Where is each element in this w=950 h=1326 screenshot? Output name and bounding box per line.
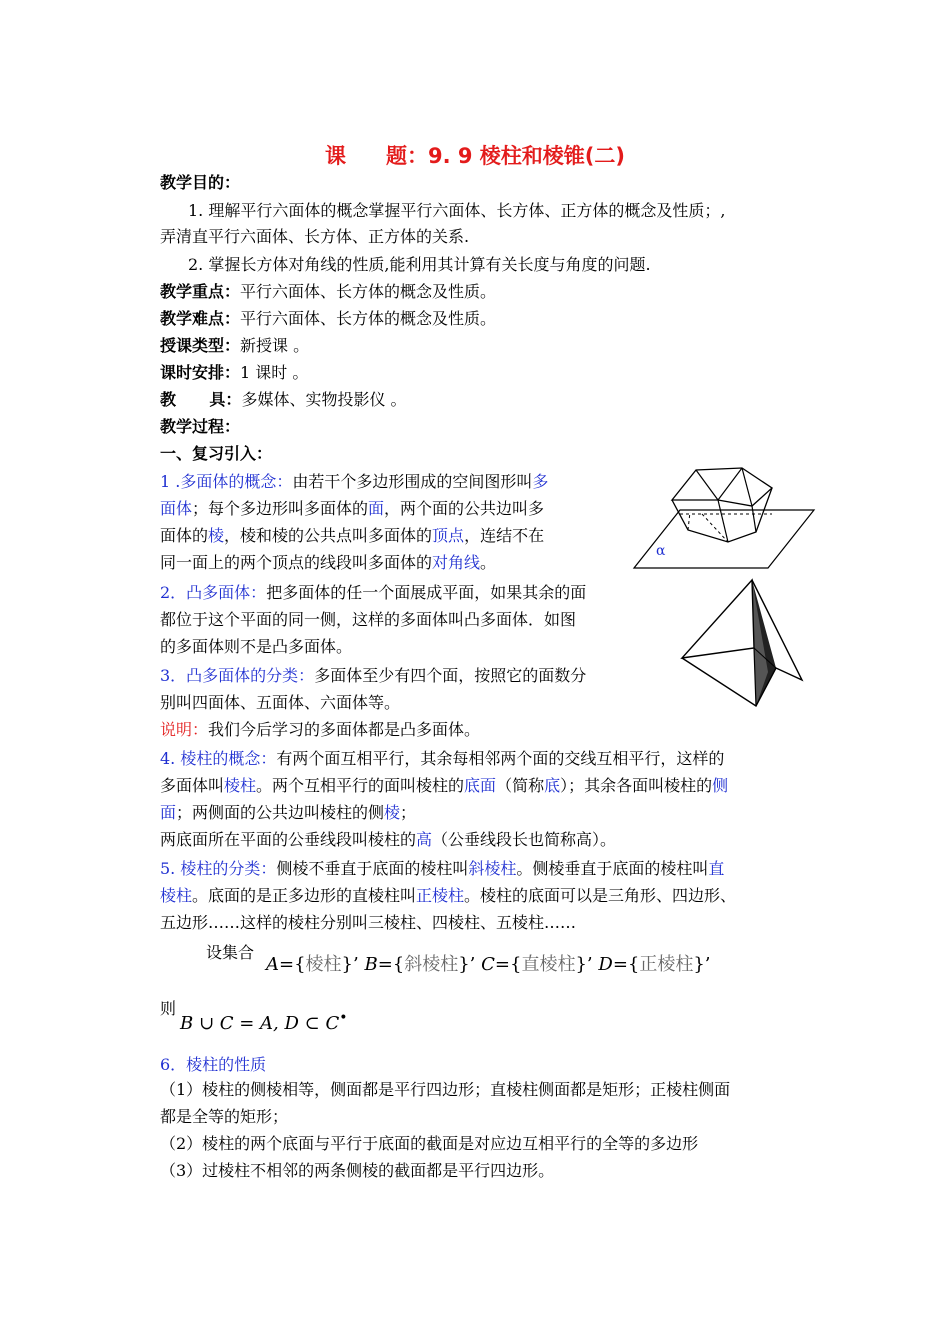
tools-label: 教 具： [160,390,242,409]
p2-line-2: 都位于这个平面的同一侧，这样的多面体叫凸多面体．如图 [160,610,577,629]
difficulty-line [160,306,496,332]
term-convex: 2．凸多面体： [160,583,267,602]
p6-item-2: （2）棱柱的两个底面与平行于底面的截面是对应边互相平行的全等的多边形 [160,1134,699,1153]
term-polyhedron: 多面体的概念： [180,472,293,491]
term-classification: 3．凸多面体的分类： [160,666,315,685]
p5-line-3: 五边形……这样的棱柱分别叫三棱柱、四棱柱、五棱柱…… [160,913,577,932]
p5-line-2: 棱柱。底面的是正多边形的直棱柱叫正棱柱。棱柱的底面可以是三角形、四边形、 [160,886,737,905]
plane-alpha-label: α [656,543,666,559]
then-label: 则 [160,999,177,1018]
p6-item-1: （1）棱柱的侧棱相等，侧面都是平行四边形；直棱柱侧面都是矩形；正棱柱侧面 [160,1080,731,1099]
p4-line-2: 多面体叫棱柱。两个互相平行的面叫棱柱的底面（简称底）；其余各面叫棱柱的侧 [160,776,729,795]
note-label: 说明： [160,720,209,739]
goal-item-1: 1. 理解平行六面体的概念掌握平行六面体、长方体、正方体的概念及性质；, [188,201,726,220]
goals-heading: 教学目的： [160,173,241,192]
p3-line-1: 3．凸多面体的分类：多面体至少有四个面，按照它的面数分 [160,666,587,685]
sets-formula: A={棱柱}’ B={斜棱柱}’ C={直棱柱}’ D={正棱柱}’ [266,954,711,975]
p2-line-3: 的多面体则不是凸多面体。 [160,637,353,656]
goal-item-1-cont: 弄清直平行六面体、长方体、正方体的关系. [160,227,470,246]
p6-item-3: （3）过棱柱不相邻的两条侧棱的截面都是平行四边形。 [160,1161,555,1180]
p4-line-1: 4. 棱柱的概念：有两个面互相平行，其余每相邻两个面的交线互相平行，这样的 [160,749,725,768]
type-label: 授课类型： [160,336,241,355]
p4-line-3: 面；两侧面的公共边叫棱柱的侧棱； [160,803,417,822]
type-value: 新授课 。 [240,336,310,355]
process-heading: 教学过程： [160,417,241,436]
focus-line [160,279,496,305]
p1-line-3: 面体的棱，棱和棱的公共点叫多面体的顶点，连结不在 [160,526,545,545]
title-part-2: 题：9. 9 棱柱和棱锥(二) [385,144,626,168]
p4-line-4: 两底面所在平面的公垂线段叫棱柱的高（公垂线段长也简称高）。 [160,830,617,849]
sets-lead: 设集合 [206,943,255,962]
hours-label: 课时安排： [160,363,241,382]
p6-item-1-cont: 都是全等的矩形； [160,1107,289,1126]
p1-line-4: 同一面上的两个顶点的线段叫多面体的对角线。 [160,553,497,572]
conclusion-formula: B ∪ C = A, D ⊂ C• [180,1010,348,1034]
hours-value: 1 课时 。 [240,363,309,382]
focus-value: 平行六面体、长方体的概念及性质。 [240,282,497,301]
tools-line [160,387,407,413]
polyhedron-on-plane-figure [632,458,818,572]
difficulty-label: 教学难点： [160,309,241,328]
goal-item-2: 2. 掌握长方体对角线的性质,能利用其计算有关长度与角度的问题. [188,255,651,274]
p3-line-2: 别叫四面体、五面体、六面体等。 [160,693,401,712]
p6-heading: 6．棱柱的性质 [160,1055,267,1074]
type-line [160,333,309,359]
term-prism: 4. 棱柱的概念： [160,749,277,768]
note-line: 说明：我们今后学习的多面体都是凸多面体。 [160,720,481,739]
page-title [0,140,950,170]
p5-line-1: 5. 棱柱的分类：侧棱不垂直于底面的棱柱叫斜棱柱。侧棱垂直于底面的棱柱叫直 [160,859,725,878]
section-1-heading: 一、复习引入： [160,444,273,463]
focus-label: 教学重点： [160,282,241,301]
title-part-1: 课 [324,144,346,168]
term-prism-class: 5. 棱柱的分类： [160,859,277,878]
p1-line-1: 1 .多面体的概念：由若干个多边形围成的空间图形叫多 [160,472,549,491]
difficulty-value: 平行六面体、长方体的概念及性质。 [240,309,497,328]
hours-line [160,360,308,386]
non-convex-polyhedron-figure [672,576,806,712]
p2-line-1: 2．凸多面体：把多面体的任一个面展成平面，如果其余的面 [160,583,587,602]
tools-value: 多媒体、实物投影仪 。 [241,390,407,409]
p1-line-2: 面体；每个多边形叫多面体的面，两个面的公共边叫多 [160,499,545,518]
